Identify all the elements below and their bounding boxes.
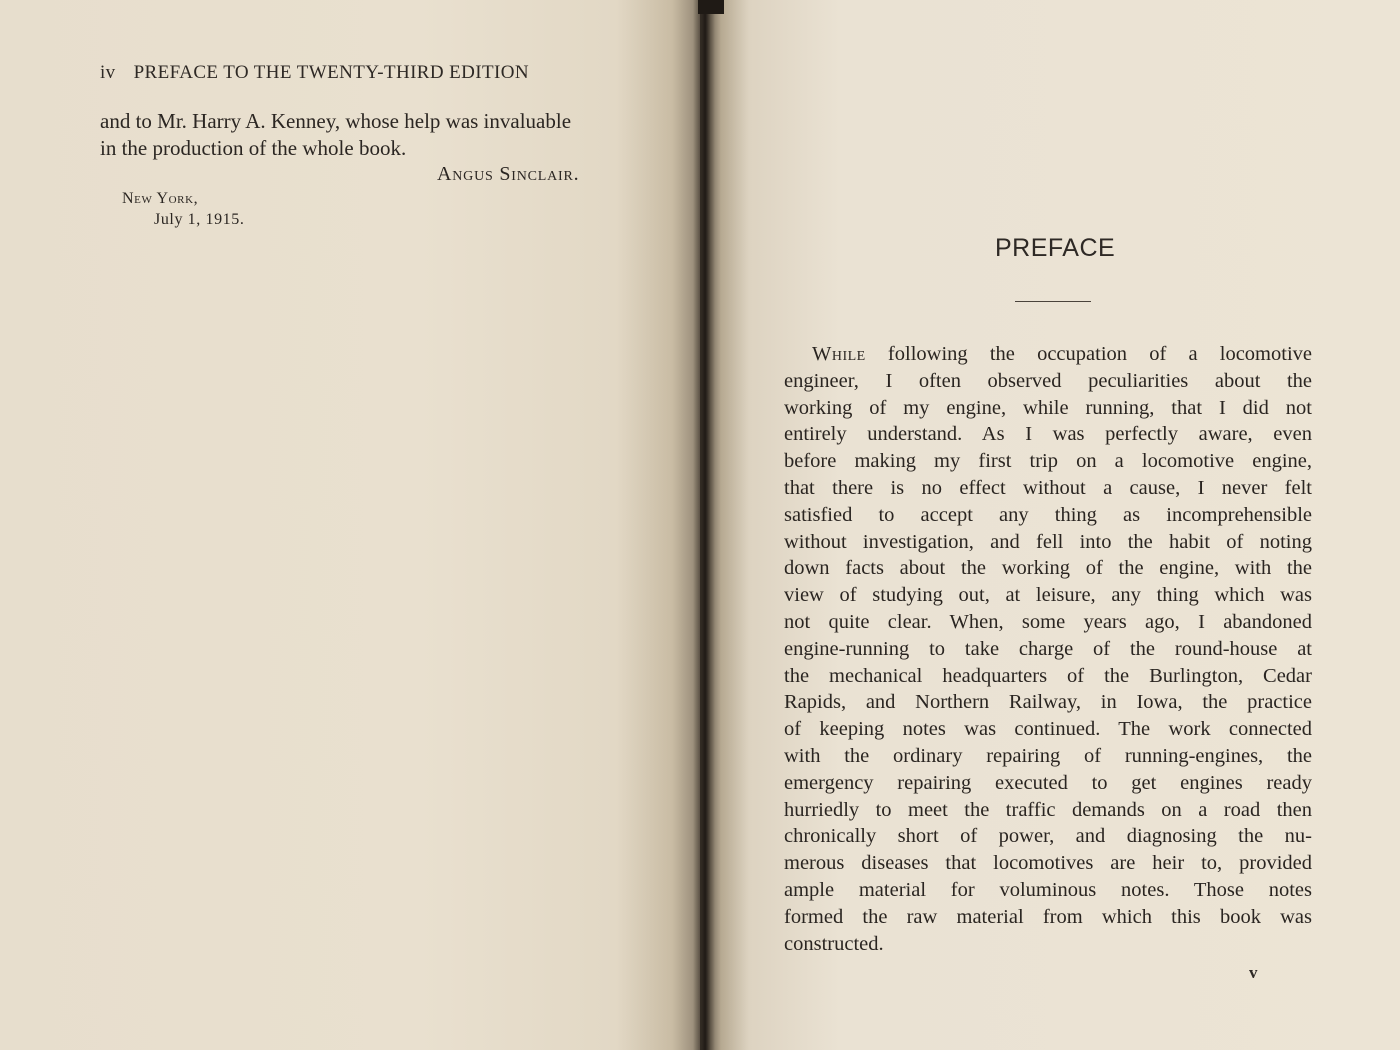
body-line: formed the raw material from which this book was	[784, 905, 1312, 928]
body-line: not quite clear. When, some years ago, I abandoned	[784, 610, 1312, 633]
signature-place: New York,	[122, 190, 199, 207]
left-text-line: and to Mr. Harry A. Kenney, whose help was invaluable	[100, 109, 572, 133]
author-signature: Angus Sinclair.	[437, 163, 580, 185]
body-line: the mechanical headquarters of the Burlington, Cedar	[784, 664, 1312, 687]
body-line: without investigation, and fell into the habit of noting	[784, 530, 1312, 553]
body-line: emergency repairing executed to get engines ready	[784, 771, 1312, 794]
title-divider	[1015, 301, 1091, 302]
signature-date: July 1, 1915.	[154, 211, 245, 228]
body-line: chronically short of power, and diagnosing the nu-	[784, 825, 1312, 848]
body-line: with the ordinary repairing of running-engines, the	[784, 744, 1312, 767]
left-text-line: in the production of the whole book.	[100, 136, 407, 160]
first-line-text: following the occupation of a locomotive	[865, 343, 1312, 365]
body-line: ample material for voluminous notes. Those notes	[784, 878, 1312, 901]
body-line: merous diseases that locomotives are heir to, provided	[784, 852, 1312, 875]
page-title: PREFACE	[995, 234, 1116, 262]
body-line: engineer, I often observed peculiarities about the	[784, 369, 1312, 392]
running-head-title: PREFACE TO THE TWENTY-THIRD EDITION	[133, 62, 529, 83]
body-line: before making my first trip on a locomotive engine,	[784, 450, 1312, 473]
body-line: down facts about the working of the engine, with the	[784, 557, 1312, 580]
drop-word: While	[812, 343, 866, 365]
body-line: constructed.	[784, 932, 884, 955]
left-page-text	[100, 108, 624, 162]
binding-edge	[698, 0, 724, 14]
preface-body	[784, 341, 1312, 957]
body-line: working of my engine, while running, that I did not	[784, 396, 1312, 419]
running-head	[100, 62, 529, 84]
body-line: Rapids, and Northern Railway, in Iowa, the practice	[784, 691, 1312, 714]
left-page-number: iv	[100, 62, 116, 83]
body-line: view of studying out, at leisure, any thing which was	[784, 584, 1312, 607]
body-line: that there is no effect without a cause, I never felt	[784, 476, 1312, 499]
body-line	[784, 341, 1312, 368]
body-line: engine-running to take charge of the round-house at	[784, 637, 1312, 660]
body-line: entirely understand. As I was perfectly aware, even	[784, 423, 1312, 446]
body-line: hurriedly to meet the traffic demands on a road then	[784, 798, 1312, 821]
body-line: of keeping notes was continued. The work connected	[784, 718, 1312, 741]
right-page-number: v	[1249, 963, 1258, 982]
book-gutter	[693, 0, 715, 1050]
right-page	[700, 0, 1400, 1050]
body-line: satisfied to accept any thing as incomprehensible	[784, 503, 1312, 526]
